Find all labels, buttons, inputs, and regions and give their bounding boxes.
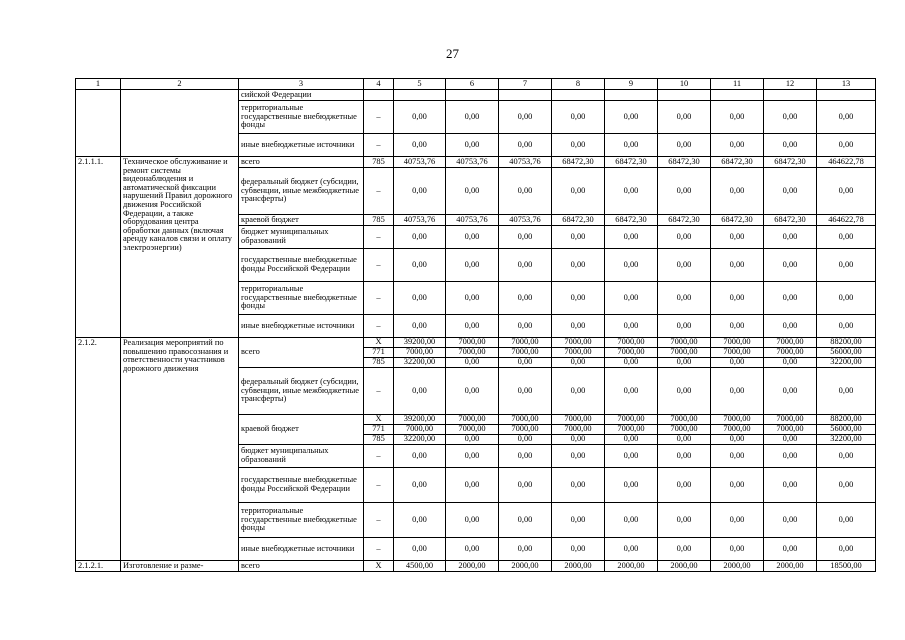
source-label-cell: иные внебюджетные источники	[239, 134, 364, 157]
value-col-11: 68472,30	[711, 157, 764, 168]
item-code-cell: 2.1.2.1.	[76, 561, 121, 572]
value-col-12: 7000,00	[764, 415, 817, 425]
value-col-5: 0,00	[394, 538, 446, 561]
expense-code-cell: –	[364, 282, 394, 315]
value-col-5	[394, 90, 446, 101]
expense-code-cell: 785	[364, 215, 394, 226]
value-col-8	[552, 90, 605, 101]
header-col-7: 7	[499, 79, 552, 90]
value-col-9: 68472,30	[605, 157, 658, 168]
value-col-11: 0,00	[711, 134, 764, 157]
value-col-7: 40753,76	[499, 157, 552, 168]
value-col-7: 0,00	[499, 368, 552, 415]
value-col-5: 0,00	[394, 226, 446, 249]
value-col-12: 7000,00	[764, 338, 817, 348]
value-col-7: 0,00	[499, 538, 552, 561]
value-col-5: 40753,76	[394, 215, 446, 226]
value-col-9: 0,00	[605, 503, 658, 538]
value-col-7: 7000,00	[499, 415, 552, 425]
value-col-9: 0,00	[605, 282, 658, 315]
value-col-6: 7000,00	[446, 348, 499, 358]
header-col-12: 12	[764, 79, 817, 90]
value-col-8: 0,00	[552, 503, 605, 538]
source-label-cell: иные внебюджетные источники	[239, 538, 364, 561]
table-row	[76, 338, 876, 348]
value-col-10: 68472,30	[658, 215, 711, 226]
value-col-13: 56000,00	[817, 425, 876, 435]
expense-code-cell: –	[364, 168, 394, 215]
value-col-12: 0,00	[764, 445, 817, 468]
expense-code-cell: –	[364, 538, 394, 561]
value-col-8: 0,00	[552, 368, 605, 415]
value-col-6: 0,00	[446, 538, 499, 561]
value-col-13: 0,00	[817, 468, 876, 503]
source-label-cell: иные внебюджетные источники	[239, 315, 364, 338]
value-col-11: 0,00	[711, 503, 764, 538]
value-col-5: 7000,00	[394, 348, 446, 358]
source-label-cell: бюджет муниципальных образований	[239, 445, 364, 468]
value-col-12: 7000,00	[764, 425, 817, 435]
value-col-10: 0,00	[658, 315, 711, 338]
expense-code-cell: 785	[364, 435, 394, 445]
value-col-9: 0,00	[605, 134, 658, 157]
value-col-5: 0,00	[394, 168, 446, 215]
value-col-9: 0,00	[605, 101, 658, 134]
source-label-cell: краевой бюджет	[239, 215, 364, 226]
value-col-10: 0,00	[658, 226, 711, 249]
source-label-cell: краевой бюджет	[239, 415, 364, 445]
value-col-13: 0,00	[817, 538, 876, 561]
item-description-cell: Изготовление и разме-	[121, 561, 239, 572]
header-col-11: 11	[711, 79, 764, 90]
value-col-11: 0,00	[711, 282, 764, 315]
value-col-10: 0,00	[658, 358, 711, 368]
value-col-13: 32200,00	[817, 435, 876, 445]
expense-code-cell: 785	[364, 157, 394, 168]
value-col-11: 0,00	[711, 468, 764, 503]
value-col-11: 2000,00	[711, 561, 764, 572]
header-col-1: 1	[76, 79, 121, 90]
value-col-7: 0,00	[499, 249, 552, 282]
value-col-5: 0,00	[394, 445, 446, 468]
value-col-6: 0,00	[446, 101, 499, 134]
value-col-10	[658, 90, 711, 101]
value-col-8: 68472,30	[552, 157, 605, 168]
value-col-10: 0,00	[658, 249, 711, 282]
value-col-11: 0,00	[711, 101, 764, 134]
value-col-13: 0,00	[817, 101, 876, 134]
budget-table	[75, 78, 876, 572]
item-code-cell: 2.1.2.	[76, 338, 121, 561]
value-col-11: 0,00	[711, 249, 764, 282]
value-col-5: 0,00	[394, 315, 446, 338]
value-col-6: 0,00	[446, 315, 499, 338]
item-description-cell: Реализация мероприятий по повышению правосознания и ответственности участников дорожного движения	[121, 338, 239, 561]
item-description-cell	[121, 90, 239, 157]
value-col-5: 39200,00	[394, 338, 446, 348]
value-col-13: 0,00	[817, 503, 876, 538]
value-col-6: 0,00	[446, 358, 499, 368]
value-col-8: 7000,00	[552, 415, 605, 425]
expense-code-cell: X	[364, 338, 394, 348]
value-col-9: 7000,00	[605, 338, 658, 348]
value-col-13: 0,00	[817, 168, 876, 215]
value-col-11: 0,00	[711, 435, 764, 445]
source-label-cell: бюджет муниципальных образований	[239, 226, 364, 249]
value-col-11: 0,00	[711, 445, 764, 468]
value-col-6: 0,00	[446, 168, 499, 215]
value-col-8: 0,00	[552, 435, 605, 445]
table-row	[76, 90, 876, 101]
value-col-13: 18500,00	[817, 561, 876, 572]
source-label-cell: федеральный бюджет (субсидии, субвенции, иные межбюджетные трансферты)	[239, 168, 364, 215]
value-col-10: 0,00	[658, 168, 711, 215]
value-col-12: 7000,00	[764, 348, 817, 358]
value-col-9: 0,00	[605, 368, 658, 415]
value-col-6: 0,00	[446, 445, 499, 468]
value-col-12: 0,00	[764, 503, 817, 538]
item-code-cell	[76, 90, 121, 157]
value-col-9: 0,00	[605, 249, 658, 282]
value-col-10: 0,00	[658, 435, 711, 445]
value-col-10: 0,00	[658, 468, 711, 503]
value-col-8: 7000,00	[552, 338, 605, 348]
value-col-11: 7000,00	[711, 338, 764, 348]
expense-code-cell: 771	[364, 348, 394, 358]
value-col-9	[605, 90, 658, 101]
value-col-9: 68472,30	[605, 215, 658, 226]
value-col-9: 7000,00	[605, 425, 658, 435]
value-col-9: 2000,00	[605, 561, 658, 572]
value-col-8: 68472,30	[552, 215, 605, 226]
value-col-8: 0,00	[552, 226, 605, 249]
expense-code-cell: –	[364, 445, 394, 468]
value-col-6: 0,00	[446, 134, 499, 157]
value-col-11: 68472,30	[711, 215, 764, 226]
value-col-7: 0,00	[499, 435, 552, 445]
value-col-6: 7000,00	[446, 415, 499, 425]
page-number: 27	[446, 46, 459, 61]
item-code-cell: 2.1.1.1.	[76, 157, 121, 338]
expense-code-cell: X	[364, 561, 394, 572]
value-col-8: 0,00	[552, 168, 605, 215]
header-col-5: 5	[394, 79, 446, 90]
value-col-11: 0,00	[711, 368, 764, 415]
value-col-6	[446, 90, 499, 101]
header-col-13: 13	[817, 79, 876, 90]
value-col-12: 0,00	[764, 468, 817, 503]
value-col-8: 0,00	[552, 538, 605, 561]
value-col-13: 0,00	[817, 249, 876, 282]
value-col-7	[499, 90, 552, 101]
value-col-11: 0,00	[711, 226, 764, 249]
expense-code-cell: –	[364, 368, 394, 415]
value-col-10: 7000,00	[658, 338, 711, 348]
value-col-12: 0,00	[764, 101, 817, 134]
source-label-cell: всего	[239, 338, 364, 368]
value-col-8: 0,00	[552, 134, 605, 157]
value-col-10: 2000,00	[658, 561, 711, 572]
value-col-13: 464622,78	[817, 157, 876, 168]
value-col-11: 7000,00	[711, 415, 764, 425]
value-col-7: 0,00	[499, 226, 552, 249]
source-label-cell: государственные внебюджетные фонды Российской Федерации	[239, 468, 364, 503]
value-col-13: 0,00	[817, 282, 876, 315]
value-col-5: 40753,76	[394, 157, 446, 168]
expense-code-cell: –	[364, 468, 394, 503]
table-row	[76, 561, 876, 572]
header-col-9: 9	[605, 79, 658, 90]
value-col-8: 0,00	[552, 358, 605, 368]
value-col-7: 0,00	[499, 468, 552, 503]
expense-code-cell: –	[364, 226, 394, 249]
source-label-cell: территориальные государственные внебюджетные фонды	[239, 101, 364, 134]
value-col-13: 0,00	[817, 368, 876, 415]
value-col-6: 2000,00	[446, 561, 499, 572]
header-col-4: 4	[364, 79, 394, 90]
value-col-7: 0,00	[499, 445, 552, 468]
value-col-8: 0,00	[552, 468, 605, 503]
value-col-12: 0,00	[764, 168, 817, 215]
value-col-9: 7000,00	[605, 348, 658, 358]
value-col-6: 40753,76	[446, 157, 499, 168]
source-label-cell: территориальные государственные внебюджетные фонды	[239, 282, 364, 315]
value-col-6: 0,00	[446, 503, 499, 538]
value-col-13: 0,00	[817, 445, 876, 468]
value-col-10: 0,00	[658, 445, 711, 468]
value-col-12: 0,00	[764, 226, 817, 249]
value-col-5: 0,00	[394, 249, 446, 282]
value-col-13	[817, 90, 876, 101]
value-col-8: 0,00	[552, 249, 605, 282]
value-col-6: 0,00	[446, 249, 499, 282]
value-col-5: 0,00	[394, 503, 446, 538]
header-col-8: 8	[552, 79, 605, 90]
value-col-6: 0,00	[446, 468, 499, 503]
value-col-5: 0,00	[394, 468, 446, 503]
value-col-8: 2000,00	[552, 561, 605, 572]
value-col-13: 0,00	[817, 315, 876, 338]
value-col-11	[711, 90, 764, 101]
value-col-11: 0,00	[711, 538, 764, 561]
value-col-9: 0,00	[605, 538, 658, 561]
value-col-12: 0,00	[764, 358, 817, 368]
source-label-cell: федеральный бюджет (субсидии, субвенции, иные межбюджетные трансферты)	[239, 368, 364, 415]
value-col-13: 0,00	[817, 134, 876, 157]
header-col-6: 6	[446, 79, 499, 90]
value-col-9: 0,00	[605, 168, 658, 215]
value-col-10: 0,00	[658, 503, 711, 538]
source-label-cell: государственные внебюджетные фонды Российской Федерации	[239, 249, 364, 282]
value-col-5: 32200,00	[394, 358, 446, 368]
value-col-11: 7000,00	[711, 348, 764, 358]
value-col-6: 7000,00	[446, 338, 499, 348]
value-col-11: 7000,00	[711, 425, 764, 435]
value-col-8: 0,00	[552, 282, 605, 315]
value-col-7: 7000,00	[499, 348, 552, 358]
value-col-6: 0,00	[446, 282, 499, 315]
value-col-7: 0,00	[499, 503, 552, 538]
expense-code-cell: –	[364, 249, 394, 282]
value-col-13: 464622,78	[817, 215, 876, 226]
value-col-8: 0,00	[552, 315, 605, 338]
value-col-12: 0,00	[764, 368, 817, 415]
source-label-cell: всего	[239, 561, 364, 572]
value-col-7: 40753,76	[499, 215, 552, 226]
value-col-9: 0,00	[605, 358, 658, 368]
value-col-5: 0,00	[394, 282, 446, 315]
expense-code-cell	[364, 90, 394, 101]
value-col-10: 0,00	[658, 134, 711, 157]
value-col-12: 0,00	[764, 249, 817, 282]
value-col-6: 0,00	[446, 435, 499, 445]
source-label-cell: сийской Федерации	[239, 90, 364, 101]
value-col-5: 4500,00	[394, 561, 446, 572]
value-col-11: 0,00	[711, 358, 764, 368]
value-col-7: 0,00	[499, 282, 552, 315]
value-col-5: 39200,00	[394, 415, 446, 425]
value-col-6: 40753,76	[446, 215, 499, 226]
value-col-10: 0,00	[658, 538, 711, 561]
value-col-8: 7000,00	[552, 425, 605, 435]
value-col-7: 0,00	[499, 315, 552, 338]
value-col-10: 7000,00	[658, 425, 711, 435]
expense-code-cell: –	[364, 134, 394, 157]
expense-code-cell: –	[364, 503, 394, 538]
value-col-10: 0,00	[658, 101, 711, 134]
value-col-7: 0,00	[499, 168, 552, 215]
value-col-6: 0,00	[446, 368, 499, 415]
value-col-5: 0,00	[394, 134, 446, 157]
value-col-13: 0,00	[817, 226, 876, 249]
expense-code-cell: X	[364, 415, 394, 425]
value-col-13: 32200,00	[817, 358, 876, 368]
value-col-7: 0,00	[499, 101, 552, 134]
value-col-9: 0,00	[605, 315, 658, 338]
value-col-9: 7000,00	[605, 415, 658, 425]
value-col-13: 88200,00	[817, 415, 876, 425]
value-col-9: 0,00	[605, 435, 658, 445]
value-col-7: 2000,00	[499, 561, 552, 572]
value-col-10: 7000,00	[658, 348, 711, 358]
expense-code-cell: –	[364, 315, 394, 338]
value-col-7: 7000,00	[499, 425, 552, 435]
value-col-9: 0,00	[605, 226, 658, 249]
item-description-cell: Техническое обслуживание и ремонт системы видеонаблюдения и автоматической фиксации нарушений Правил дорожного движения Российской Федерации, а также оборудования центра обработки данных (включая аренду каналов связи и оплату электроэнергии)	[121, 157, 239, 338]
value-col-5: 0,00	[394, 368, 446, 415]
value-col-5: 7000,00	[394, 425, 446, 435]
value-col-13: 88200,00	[817, 338, 876, 348]
header-col-10: 10	[658, 79, 711, 90]
value-col-7: 7000,00	[499, 338, 552, 348]
value-col-9: 0,00	[605, 445, 658, 468]
source-label-cell: всего	[239, 157, 364, 168]
header-col-3: 3	[239, 79, 364, 90]
value-col-7: 0,00	[499, 358, 552, 368]
value-col-12	[764, 90, 817, 101]
value-col-12: 0,00	[764, 134, 817, 157]
value-col-7: 0,00	[499, 134, 552, 157]
value-col-10: 0,00	[658, 282, 711, 315]
table-row	[76, 157, 876, 168]
source-label-cell: территориальные государственные внебюджетные фонды	[239, 503, 364, 538]
value-col-8: 7000,00	[552, 348, 605, 358]
value-col-9: 0,00	[605, 468, 658, 503]
value-col-6: 7000,00	[446, 425, 499, 435]
value-col-12: 0,00	[764, 538, 817, 561]
value-col-8: 0,00	[552, 101, 605, 134]
value-col-6: 0,00	[446, 226, 499, 249]
value-col-10: 68472,30	[658, 157, 711, 168]
header-row	[76, 79, 876, 90]
value-col-12: 0,00	[764, 435, 817, 445]
value-col-5: 32200,00	[394, 435, 446, 445]
value-col-12: 68472,30	[764, 157, 817, 168]
value-col-11: 0,00	[711, 168, 764, 215]
value-col-12: 2000,00	[764, 561, 817, 572]
expense-code-cell: 771	[364, 425, 394, 435]
value-col-10: 0,00	[658, 368, 711, 415]
header-col-2: 2	[121, 79, 239, 90]
value-col-13: 56000,00	[817, 348, 876, 358]
value-col-11: 0,00	[711, 315, 764, 338]
value-col-12: 68472,30	[764, 215, 817, 226]
value-col-12: 0,00	[764, 282, 817, 315]
expense-code-cell: 785	[364, 358, 394, 368]
value-col-5: 0,00	[394, 101, 446, 134]
expense-code-cell: –	[364, 101, 394, 134]
value-col-10: 7000,00	[658, 415, 711, 425]
value-col-8: 0,00	[552, 445, 605, 468]
value-col-12: 0,00	[764, 315, 817, 338]
